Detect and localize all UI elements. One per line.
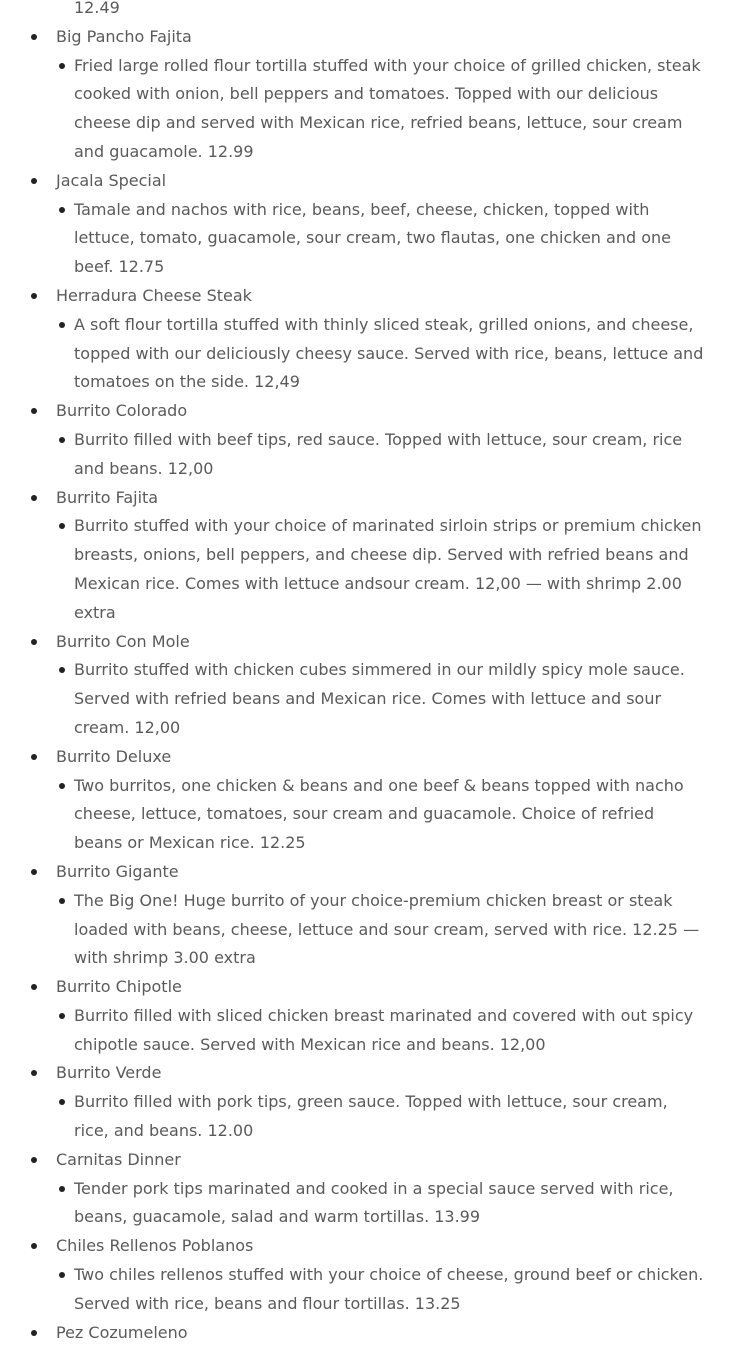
menu-item-details (56, 1175, 730, 1233)
menu-item (56, 1319, 730, 1347)
menu-item-details (56, 656, 730, 742)
menu-item-details (56, 52, 730, 167)
menu-item-details (56, 772, 730, 858)
menu-item-description: Tamale and nachos with rice, beans, beef, cheese, chicken, topped with lettuce, tomato, guacamole, sour cream, two flautas, one chicken and one beef. 12.75 (74, 196, 730, 282)
menu-item-description: Burrito filled with sliced chicken breast marinated and covered with out spicy chipotle sauce. Served with Mexican rice and beans. 12,00 (74, 1002, 730, 1060)
menu-item-name: Burrito Chipotle (56, 977, 182, 997)
menu-item (56, 1232, 730, 1318)
menu-item (56, 628, 730, 743)
menu-item (56, 167, 730, 282)
menu-item-name: Burrito Fajita (56, 487, 159, 507)
menu-item-name: Burrito Colorado (56, 401, 188, 421)
menu-item (56, 1059, 730, 1145)
menu-item-description: Two burritos, one chicken & beans and one beef & beans topped with nacho cheese, lettuce, tomatoes, sour cream and guacamole. Choice of refried beans or Mexican rice. 12.25 (74, 772, 730, 858)
menu-item-description: Burrito stuffed with your choice of marinated sirloin strips or premium chicken breasts, onions, bell peppers, and cheese dip. Served with refried beans and Mexican rice. Comes with lettuce andsour cream. 12,00 — with shrimp 2.00 extra (74, 512, 730, 627)
menu-item-name: Chiles Rellenos Poblanos (56, 1236, 254, 1256)
menu-item (56, 484, 730, 628)
menu-item-name: Herradura Cheese Steak (56, 285, 252, 305)
menu-item-name: Burrito Verde (56, 1063, 162, 1083)
menu-item-description: Burrito filled with pork tips, green sauce. Topped with lettuce, sour cream, rice, and beans. 12.00 (74, 1088, 730, 1146)
menu-item-description: Burrito stuffed with chicken cubes simmered in our mildly spicy mole sauce. Served with refried beans and Mexican rice. Comes with lettuce and sour cream. 12,00 (74, 656, 730, 742)
previous-item-price: 12.49 (74, 0, 120, 17)
menu-item-name: Big Pancho Fajita (56, 26, 192, 46)
menu-item (56, 973, 730, 1059)
menu-item (56, 397, 730, 483)
menu-item-details (56, 196, 730, 282)
menu-item-description: A soft flour tortilla stuffed with thinly sliced steak, grilled onions, and cheese, topped with our deliciously cheesy sauce. Served with rice, beans, lettuce and tomatoes on the side. 12,49 (74, 311, 730, 397)
menu-item (56, 858, 730, 973)
menu-item-details (56, 1002, 730, 1060)
menu-item-name: Pez Cozumeleno (56, 1322, 188, 1342)
menu-item (56, 1146, 730, 1232)
menu-list (0, 23, 730, 1347)
menu-item-details (56, 887, 730, 973)
menu-item-description: Tender pork tips marinated and cooked in a special sauce served with rice, beans, guacamole, salad and warm tortillas. 13.99 (74, 1175, 730, 1233)
menu-item-description: Fried large rolled flour tortilla stuffed with your choice of grilled chicken, steak cooked with onion, bell peppers and tomatoes. Topped with our delicious cheese dip and served with Mexican rice, refried beans, lettuce, sour cream and guacamole. 12.99 (74, 52, 730, 167)
menu-item-name: Carnitas Dinner (56, 1149, 181, 1169)
menu-item-name: Jacala Special (56, 170, 167, 190)
menu-item (56, 23, 730, 167)
menu-item-name: Burrito Gigante (56, 861, 179, 881)
menu-item-description: Burrito filled with beef tips, red sauce. Topped with lettuce, sour cream, rice and beans. 12,00 (74, 426, 730, 484)
menu-item-name: Burrito Deluxe (56, 746, 172, 766)
menu-item-details (56, 311, 730, 397)
menu-item-details (56, 512, 730, 627)
menu-item (56, 282, 730, 397)
menu-item-details (56, 426, 730, 484)
menu-item-description: The Big One! Huge burrito of your choice-premium chicken breast or steak loaded with beans, cheese, lettuce and sour cream, served with rice. 12.25 — with shrimp 3.00 extra (74, 887, 730, 973)
menu-item-description: Two chiles rellenos stuffed with your choice of cheese, ground beef or chicken. Served with rice, beans and flour tortillas. 13.25 (74, 1261, 730, 1319)
menu-item-name: Burrito Con Mole (56, 631, 190, 651)
menu-item-details (56, 1261, 730, 1319)
menu-item (56, 743, 730, 858)
menu-item-details (56, 1088, 730, 1146)
